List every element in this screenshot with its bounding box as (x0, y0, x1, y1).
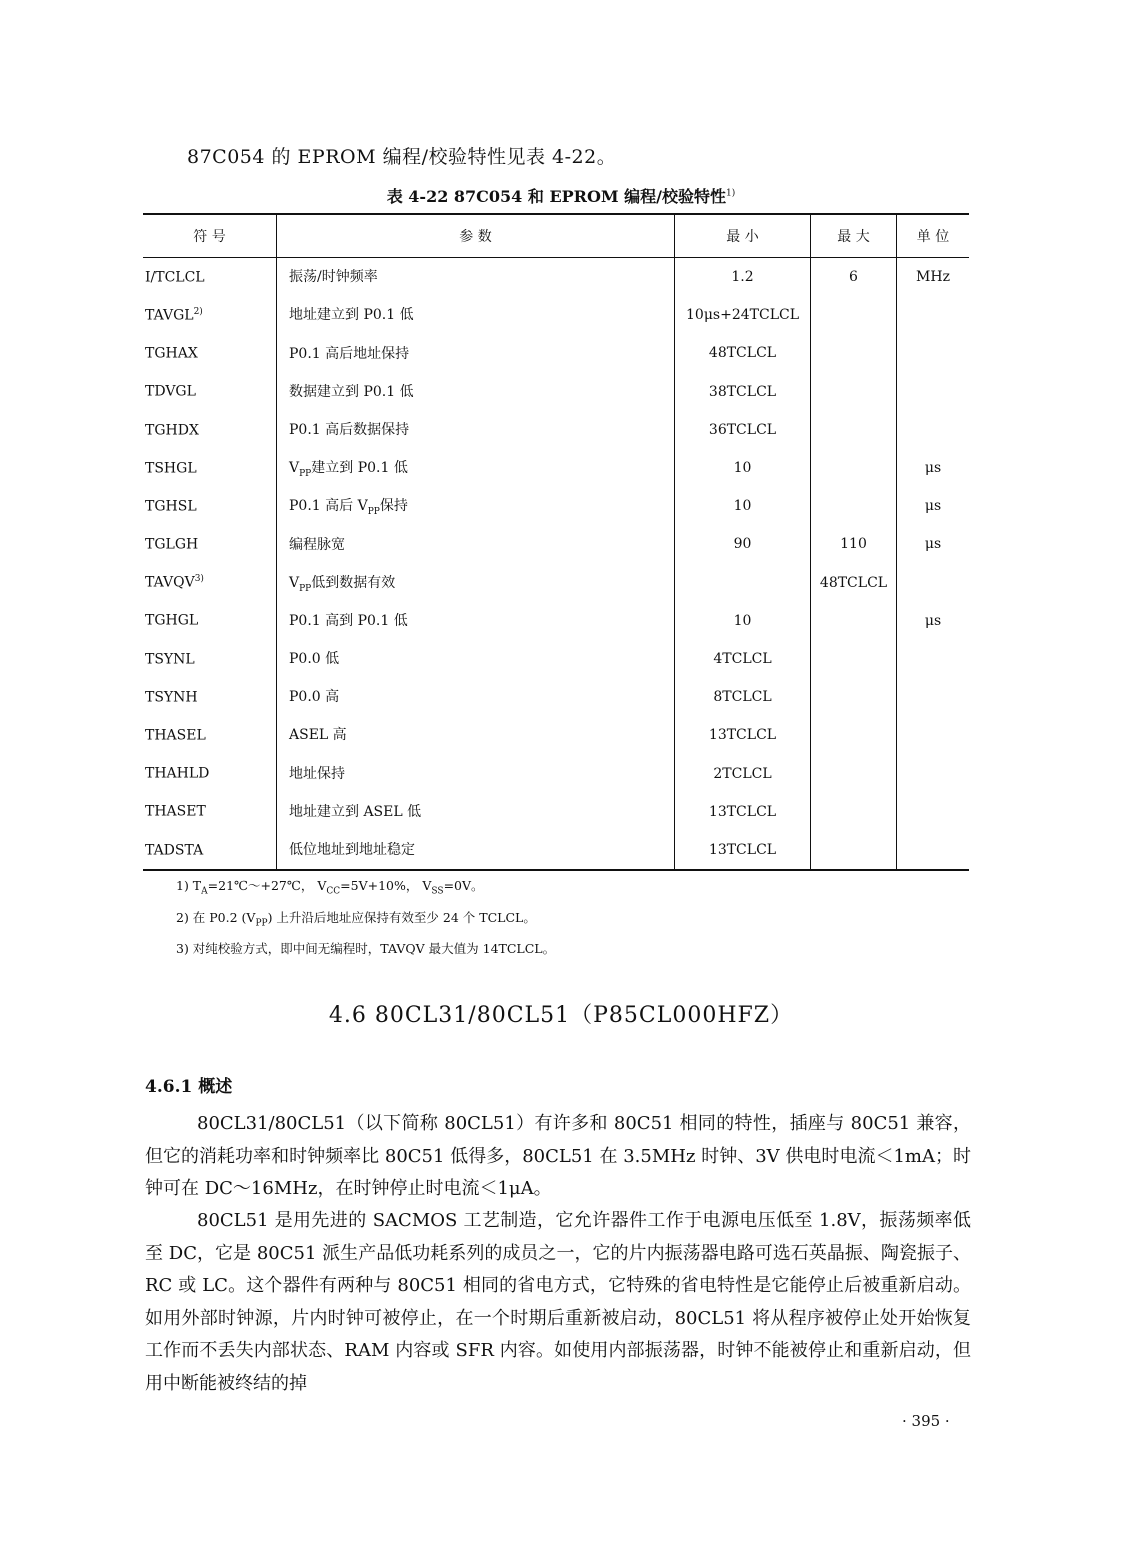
table-caption-note-mark: 1) (726, 188, 736, 199)
table-row (143, 602, 969, 640)
table-row (143, 334, 969, 372)
cell-symbol: TGLGH (145, 536, 199, 553)
cell-symbol: TAVQV$^{3)}$ (145, 574, 204, 591)
cell-symbol: TAVGL$^{2)}$ (145, 306, 203, 324)
cell-max (811, 793, 897, 831)
cell-parameter: P0.0 高 (277, 678, 675, 716)
cell-parameter: P0.1 高后数据保持 (277, 411, 675, 449)
cell-max (811, 754, 897, 792)
footnote-3: 3) 对纯校验方式，即中间无编程时，TAVQV 最大值为 14TCLCL。 (176, 941, 556, 956)
header-parameter: 参 数 (277, 214, 675, 258)
cell-min: 38TCLCL (675, 373, 811, 411)
table-footnotes (176, 873, 555, 961)
cell-max: 110 (811, 525, 897, 563)
header-symbol: 符 号 (143, 214, 277, 258)
cell-unit: μs (897, 602, 970, 640)
page-number: · 395 · (902, 1412, 950, 1430)
cell-max (811, 831, 897, 870)
cell-parameter: P0.0 低 (277, 640, 675, 678)
table-header-row (143, 214, 969, 258)
cell-unit: μs (897, 525, 970, 563)
spec-table (143, 213, 969, 871)
cell-parameter: 编程脉宽 (277, 525, 675, 563)
cell-min: 13TCLCL (675, 793, 811, 831)
cell-min: 90 (675, 525, 811, 563)
table-row (143, 716, 969, 754)
cell-symbol: TGHSL (145, 498, 197, 515)
cell-parameter: ASEL 高 (277, 716, 675, 754)
cell-min (675, 564, 811, 602)
cell-unit (897, 793, 970, 831)
footnote-2: 2) 在 P0.2 $(V_{PP})$ 上升沿后地址应保持有效至少 24 个 TCLCL。 (176, 909, 536, 928)
cell-parameter: 地址保持 (277, 754, 675, 792)
table-row (143, 296, 969, 334)
cell-symbol: I/TCLCL (145, 269, 205, 286)
cell-symbol: TGHAX (145, 345, 198, 362)
cell-min: 36TCLCL (675, 411, 811, 449)
intro-sentence: 87C054 的 EPROM 编程/校验特性见表 4-22。 (187, 146, 617, 168)
cell-unit (897, 334, 970, 372)
table-row (143, 487, 969, 525)
table-row (143, 258, 969, 297)
cell-symbol: TGHGL (145, 613, 199, 630)
cell-unit (897, 831, 970, 870)
subsection-title: 4.6.1 概述 (145, 1077, 233, 1097)
cell-symbol: TSHGL (145, 460, 197, 477)
cell-min: 13TCLCL (675, 716, 811, 754)
cell-parameter: 数据建立到 P0.1 低 (277, 373, 675, 411)
header-min: 最 小 (675, 214, 811, 258)
cell-max (811, 487, 897, 525)
cell-symbol: TGHDX (145, 422, 199, 439)
cell-min: 10 (675, 449, 811, 487)
cell-unit: μs (897, 487, 970, 525)
cell-max: 48TCLCL (811, 564, 897, 602)
cell-min: 10 (675, 487, 811, 525)
cell-min: 4TCLCL (675, 640, 811, 678)
cell-symbol: TSYNL (145, 651, 195, 668)
header-unit: 单 位 (897, 214, 970, 258)
cell-min: 8TCLCL (675, 678, 811, 716)
cell-unit: MHz (897, 258, 970, 297)
cell-unit (897, 678, 970, 716)
cell-symbol: THASET (145, 804, 206, 821)
table-row (143, 678, 969, 716)
table-row (143, 525, 969, 563)
paragraph: 80CL51 是用先进的 SACMOS 工艺制造，它允许器件工作于电源电压低至 1.8V，振荡频率低至 DC，它是 80C51 派生产品低功耗系列的成员之一，它的片内振荡器电路可选石英晶振、陶瓷振子、RC 或 LC。这个器件有两种与 80C51 相同的省电方式，它特殊的省电特性是它能停止后被重新启动。如用外部时钟源，片内时钟可被停止，在一个时期后重新被启动，80CL51 将从程序被停止处开始恢复工作而不丢失内部状态、RAM 内容或 SFR 内容。如使用内部振荡器，时钟不能被停止和重新启动，但用中断能被终结的掉 (145, 1210, 971, 1394)
cell-min: 48TCLCL (675, 334, 811, 372)
cell-max (811, 640, 897, 678)
cell-min: 2TCLCL (675, 754, 811, 792)
cell-max (811, 334, 897, 372)
table-row (143, 640, 969, 678)
cell-parameter: 地址建立到 ASEL 低 (277, 793, 675, 831)
cell-min: 10μs+24TCLCL (675, 296, 811, 334)
cell-unit (897, 373, 970, 411)
cell-max (811, 602, 897, 640)
cell-max (811, 296, 897, 334)
table-caption (0, 184, 1122, 207)
table-row (143, 793, 969, 831)
table-row (143, 449, 969, 487)
table-row (143, 373, 969, 411)
cell-unit (897, 640, 970, 678)
cell-max: 6 (811, 258, 897, 297)
cell-parameter: P0.1 高后 $V_{PP}$保持 (277, 487, 675, 525)
table-row (143, 411, 969, 449)
cell-unit (897, 296, 970, 334)
footnote-1: 1) $T_A=21℃\sim+27℃$， $V_{CC}=5V+10\%$， $V_{SS}=0V$。 (176, 878, 484, 897)
section-title: 4.6 80CL31/80CL51（P85CL000HFZ） (328, 1003, 794, 1028)
header-max: 最 大 (811, 214, 897, 258)
cell-unit (897, 754, 970, 792)
cell-parameter: 振荡/时钟频率 (277, 258, 675, 297)
cell-parameter: P0.1 高后地址保持 (277, 334, 675, 372)
cell-parameter: $V_{PP}$建立到 P0.1 低 (277, 449, 675, 487)
cell-unit (897, 716, 970, 754)
cell-symbol: THAHLD (145, 765, 210, 782)
cell-max (811, 411, 897, 449)
cell-unit (897, 411, 970, 449)
table-row (143, 754, 969, 792)
table-row (143, 564, 969, 602)
cell-unit (897, 564, 970, 602)
cell-max (811, 678, 897, 716)
cell-max (811, 716, 897, 754)
cell-max (811, 373, 897, 411)
cell-min: 13TCLCL (675, 831, 811, 870)
cell-symbol: TADSTA (143, 831, 277, 870)
cell-min: 10 (675, 602, 811, 640)
cell-unit: μs (897, 449, 970, 487)
paragraph: 80CL31/80CL51（以下简称 80CL51）有许多和 80C51 相同的特性，插座与 80C51 兼容，但它的消耗功率和时钟频率比 80C51 低得多，80CL51 在 3.5MHz 时钟、3V 供电时电流＜1mA；时钟可在 DC～16MHz，在时钟停止时电流＜1μA。 (145, 1113, 971, 1199)
table-caption-text: 表 4-22 87C054 和 EPROM 编程/校验特性 (386, 187, 727, 206)
cell-symbol: TDVGL (145, 383, 196, 400)
cell-symbol: THASEL (145, 727, 206, 744)
cell-min: 1.2 (675, 258, 811, 297)
table-row (143, 831, 969, 870)
cell-parameter: P0.1 高到 P0.1 低 (277, 602, 675, 640)
cell-parameter: 地址建立到 P0.1 低 (277, 296, 675, 334)
cell-parameter: 低位地址到地址稳定 (277, 831, 675, 870)
cell-parameter: $V_{PP}$低到数据有效 (277, 564, 675, 602)
cell-symbol: TSYNH (145, 689, 198, 706)
cell-max (811, 449, 897, 487)
